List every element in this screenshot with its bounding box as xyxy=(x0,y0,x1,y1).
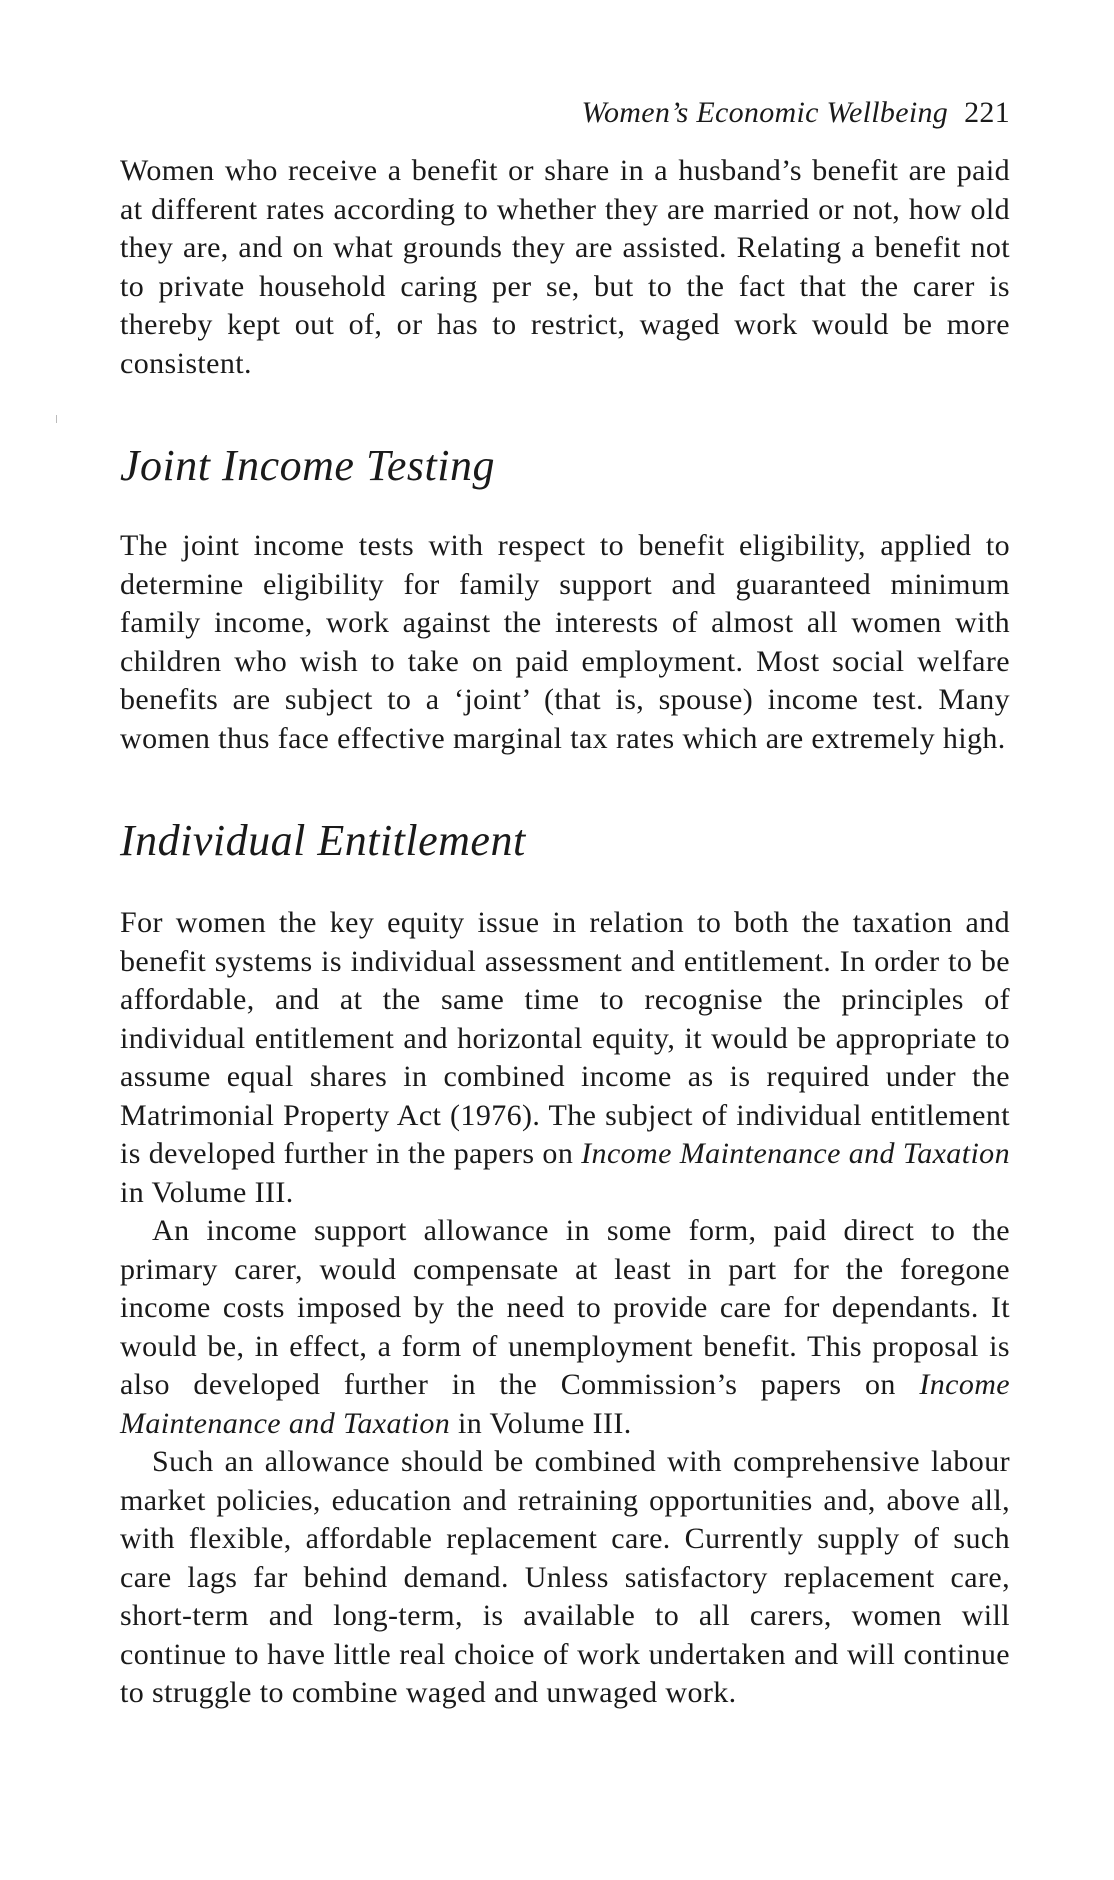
page-content xyxy=(120,96,1010,1713)
joint-income-paragraph: The joint income tests with respect to benefit eligibility, applied to determine eligibility for family support and guaranteed minimum family income, work against the interests of almost all women with children who wish to take on paid employment. Most social welfare benefits are subject to a ‘joint’ (that is, spouse) income test. Many women thus face effective marginal tax rates which are extremely high. xyxy=(120,529,1010,755)
entitlement-p1-text: For women the key equity issue in relation to both the taxation and benefit systems is individual assessment and entitlement. In order to be affordable, and at the same time to recognise the principles of individual entitlement and horizontal equity, it would be appropriate to assume equal shares in combined income as is required under the Matrimonial Property Act (1976). The subject of individual entitlement is developed further in the papers on xyxy=(120,906,1010,1170)
running-title: Women’s Economic Wellbeing xyxy=(581,96,949,129)
page-number: 221 xyxy=(964,96,1010,129)
heading-individual-entitlement: Individual Entitlement xyxy=(120,816,526,865)
heading-joint-income-testing: Joint Income Testing xyxy=(120,441,495,490)
entitlement-p1-italic: Income Maintenance and Taxation xyxy=(581,1137,1010,1170)
entitlement-p1-tail: in Volume III. xyxy=(120,1175,294,1209)
entitlement-p2-italic: Income Maintenance and Taxation xyxy=(120,1368,1010,1440)
entitlement-paragraph-1 xyxy=(120,904,1010,1212)
intro-paragraph: Women who receive a benefit or share in a husband’s benefit are paid at different rates according to whether they are married or not, how old they are, and on what grounds they are assisted. Relating a benefit not to private household caring per se, but to the fact that the carer is thereby kept out of, or has to restrict, waged work would be more consistent. xyxy=(120,154,1010,380)
entitlement-paragraph-3: Such an allowance should be combined with comprehensive labour market policies, education and retraining opportunities and, above all, with flexible, affordable replacement care. Currently supply of such care lags far behind demand. Unless satisfactory replacement care, short-term and long-term, is available to all carers, women will continue to have little real choice of work undertaken and will continue to struggle to combine waged and unwaged work. xyxy=(120,1445,1010,1709)
margin-mark xyxy=(56,415,57,423)
entitlement-paragraph-2 xyxy=(120,1212,1010,1443)
entitlement-p2-tail: in Volume III. xyxy=(458,1406,632,1440)
entitlement-p2-text: An income support allowance in some form, paid direct to the primary carer, would compensate at least in part for the foregone income costs imposed by the need to provide care for dependants. It would be, in effect, a form of unemployment benefit. This proposal is also developed further in the Commission’s papers on xyxy=(120,1214,1010,1401)
running-header xyxy=(120,96,1010,130)
